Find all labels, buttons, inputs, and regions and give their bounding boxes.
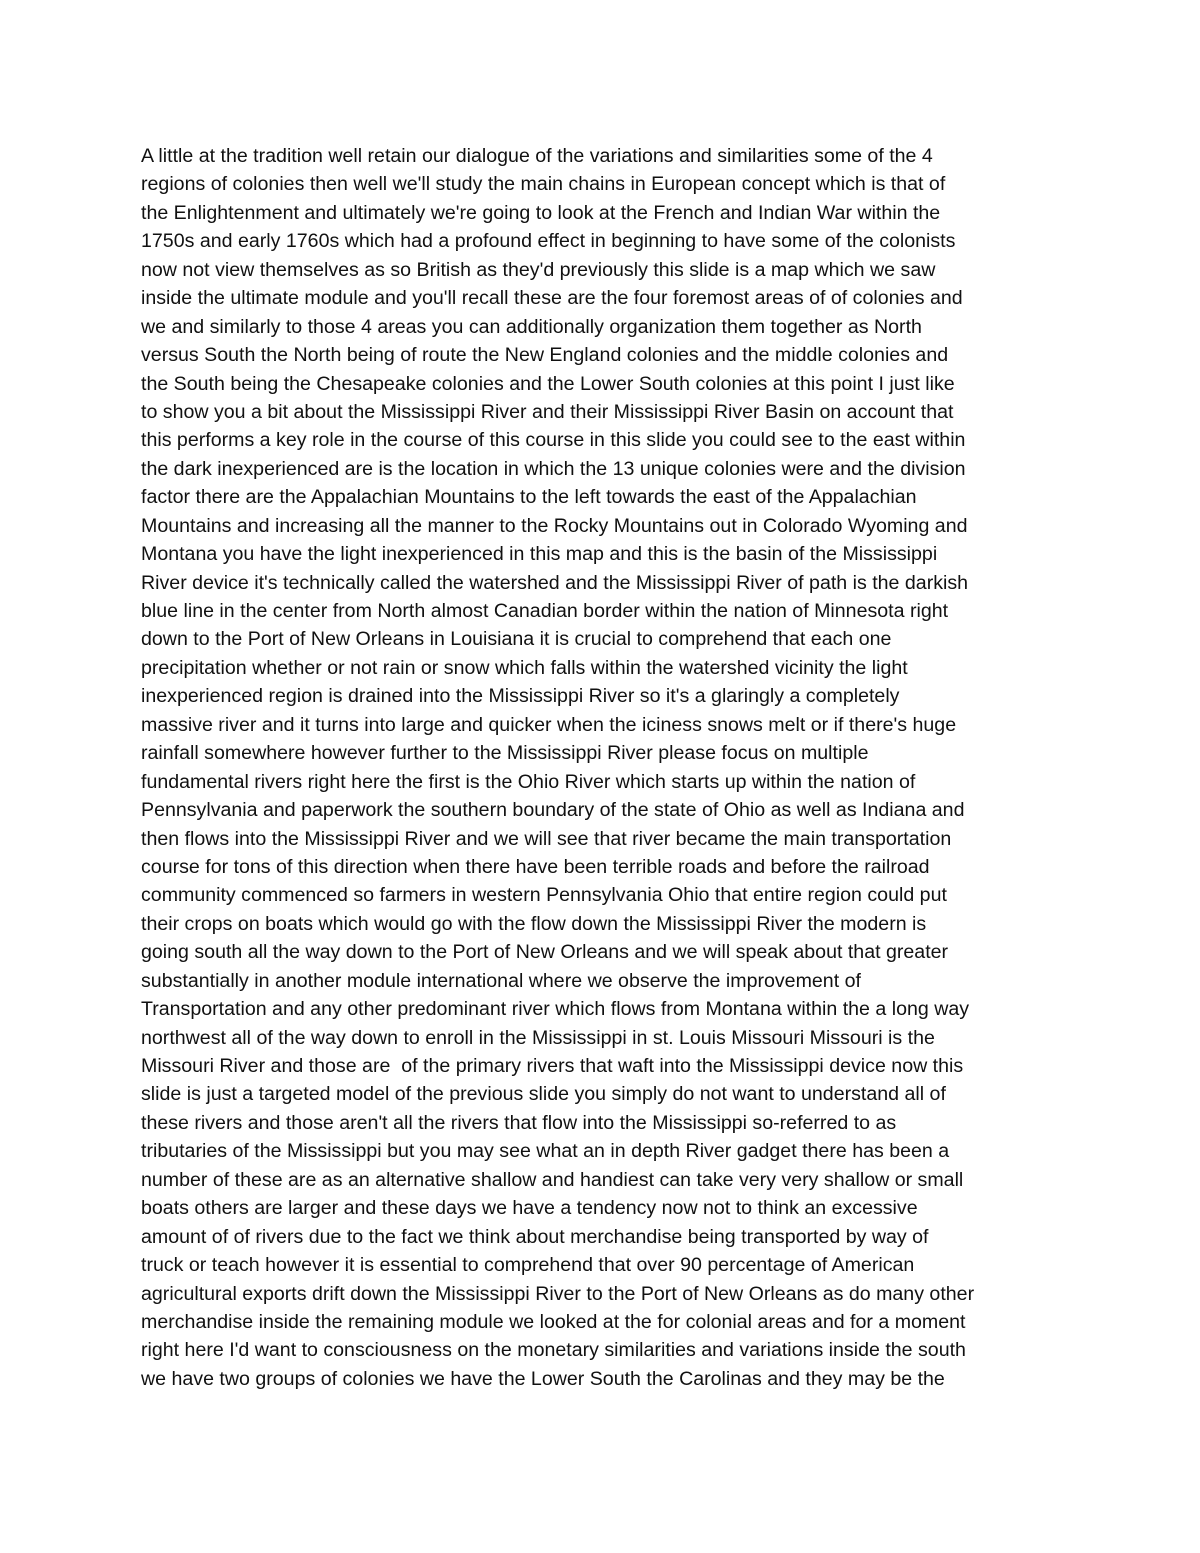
text-line: right here I'd want to consciousness on the monetary similarities and variations inside the south <box>141 1339 966 1362</box>
text-line: regions of colonies then well we'll study the main chains in European concept which is that of <box>141 173 946 196</box>
text-line: truck or teach however it is essential to comprehend that over 90 percentage of American <box>141 1254 915 1277</box>
text-line: Transportation and any other predominant river which flows from Montana within the a long way <box>141 998 970 1021</box>
body-text <box>141 142 1071 1393</box>
text-line: the dark inexperienced are is the location in which the 13 unique colonies were and the division <box>141 457 966 480</box>
text-line: fundamental rivers right here the first is the Ohio River which starts up within the nation of <box>141 770 916 793</box>
text-line: their crops on boats which would go with the flow down the Mississippi River the modern is <box>141 912 927 935</box>
text-line: community commenced so farmers in western Pennsylvania Ohio that entire region could put <box>141 884 947 907</box>
text-line: blue line in the center from North almost Canadian border within the nation of Minnesota right <box>141 600 949 622</box>
text-line: River device it's technically called the watershed and the Mississippi River of path is the darkish <box>141 571 969 594</box>
text-line: this performs a key role in the course of this course in this slide you could see to the east within <box>141 429 966 452</box>
text-line: 1750s and early 1760s which had a profound effect in beginning to have some of the colonists <box>141 230 956 253</box>
text-line: going south all the way down to the Port of New Orleans and we will speak about that greater <box>141 941 949 964</box>
text-line: to show you a bit about the Mississippi River and their Mississippi River Basin on account that <box>141 400 954 423</box>
text-line: rainfall somewhere however further to the Mississippi River please focus on multiple <box>141 742 869 765</box>
text-line: course for tons of this direction when there have been terrible roads and before the railroad <box>141 855 930 878</box>
text-line: the South being the Chesapeake colonies and the Lower South colonies at this point I just like <box>141 372 955 395</box>
text-line: we and similarly to those 4 areas you can additionally organization them together as North <box>141 315 922 338</box>
text-line: Pennsylvania and paperwork the southern boundary of the state of Ohio as well as Indiana and <box>141 799 965 822</box>
text-line: Mountains and increasing all the manner to the Rocky Mountains out in Colorado Wyoming and <box>141 514 968 537</box>
text-line: Montana you have the light inexperienced in this map and this is the basin of the Mississippi <box>141 543 938 566</box>
text-line: the Enlightenment and ultimately we're going to look at the French and Indian War within the <box>141 201 941 224</box>
text-line: massive river and it turns into large and quicker when the iciness snows melt or if there's huge <box>141 713 957 736</box>
text-line: now not view themselves as so British as they'd previously this slide is a map which we saw <box>141 258 936 281</box>
text-line: A little at the tradition well retain our dialogue of the variations and similarities some of the 4 <box>141 145 933 167</box>
text-line: amount of of rivers due to the fact we think about merchandise being transported by way of <box>141 1225 929 1248</box>
text-line: precipitation whether or not rain or snow which falls within the watershed vicinity the light <box>141 656 908 679</box>
text-line: down to the Port of New Orleans in Louisiana it is crucial to comprehend that each one <box>141 628 892 651</box>
text-line: versus South the North being of route the New England colonies and the middle colonies and <box>141 344 949 367</box>
text-line: agricultural exports drift down the Mississippi River to the Port of New Orleans as do many other <box>141 1282 975 1305</box>
text-line: substantially in another module international where we observe the improvement of <box>141 969 861 992</box>
text-line: number of these are as an alternative shallow and handiest can take very very shallow or small <box>141 1168 964 1191</box>
text-line: boats others are larger and these days we have a tendency now not to think an excessive <box>141 1197 918 1220</box>
text-line: tributaries of the Mississippi but you may see what an in depth River gadget there has been a <box>141 1140 950 1163</box>
text-line: factor there are the Appalachian Mountains to the left towards the east of the Appalachian <box>141 486 917 509</box>
text-line: then flows into the Mississippi River and we will see that river became the main transportation <box>141 827 952 850</box>
text-line: slide is just a targeted model of the previous slide you simply do not want to understand all of <box>141 1083 946 1106</box>
text-line: these rivers and those aren't all the rivers that flow into the Mississippi so-referred to as <box>141 1111 897 1134</box>
text-line: northwest all of the way down to enroll in the Mississippi in st. Louis Missouri Missouri is the <box>141 1026 935 1049</box>
text-line: merchandise inside the remaining module we looked at the for colonial areas and for a moment <box>141 1310 966 1333</box>
text-line: inside the ultimate module and you'll recall these are the four foremost areas of of colonies and <box>141 287 963 310</box>
text-line: inexperienced region is drained into the Mississippi River so it's a glaringly a completely <box>141 685 900 708</box>
text-line: we have two groups of colonies we have the Lower South the Carolinas and they may be the <box>141 1367 945 1390</box>
text-line: Missouri River and those are of the primary rivers that waft into the Mississippi device now this <box>141 1055 964 1077</box>
